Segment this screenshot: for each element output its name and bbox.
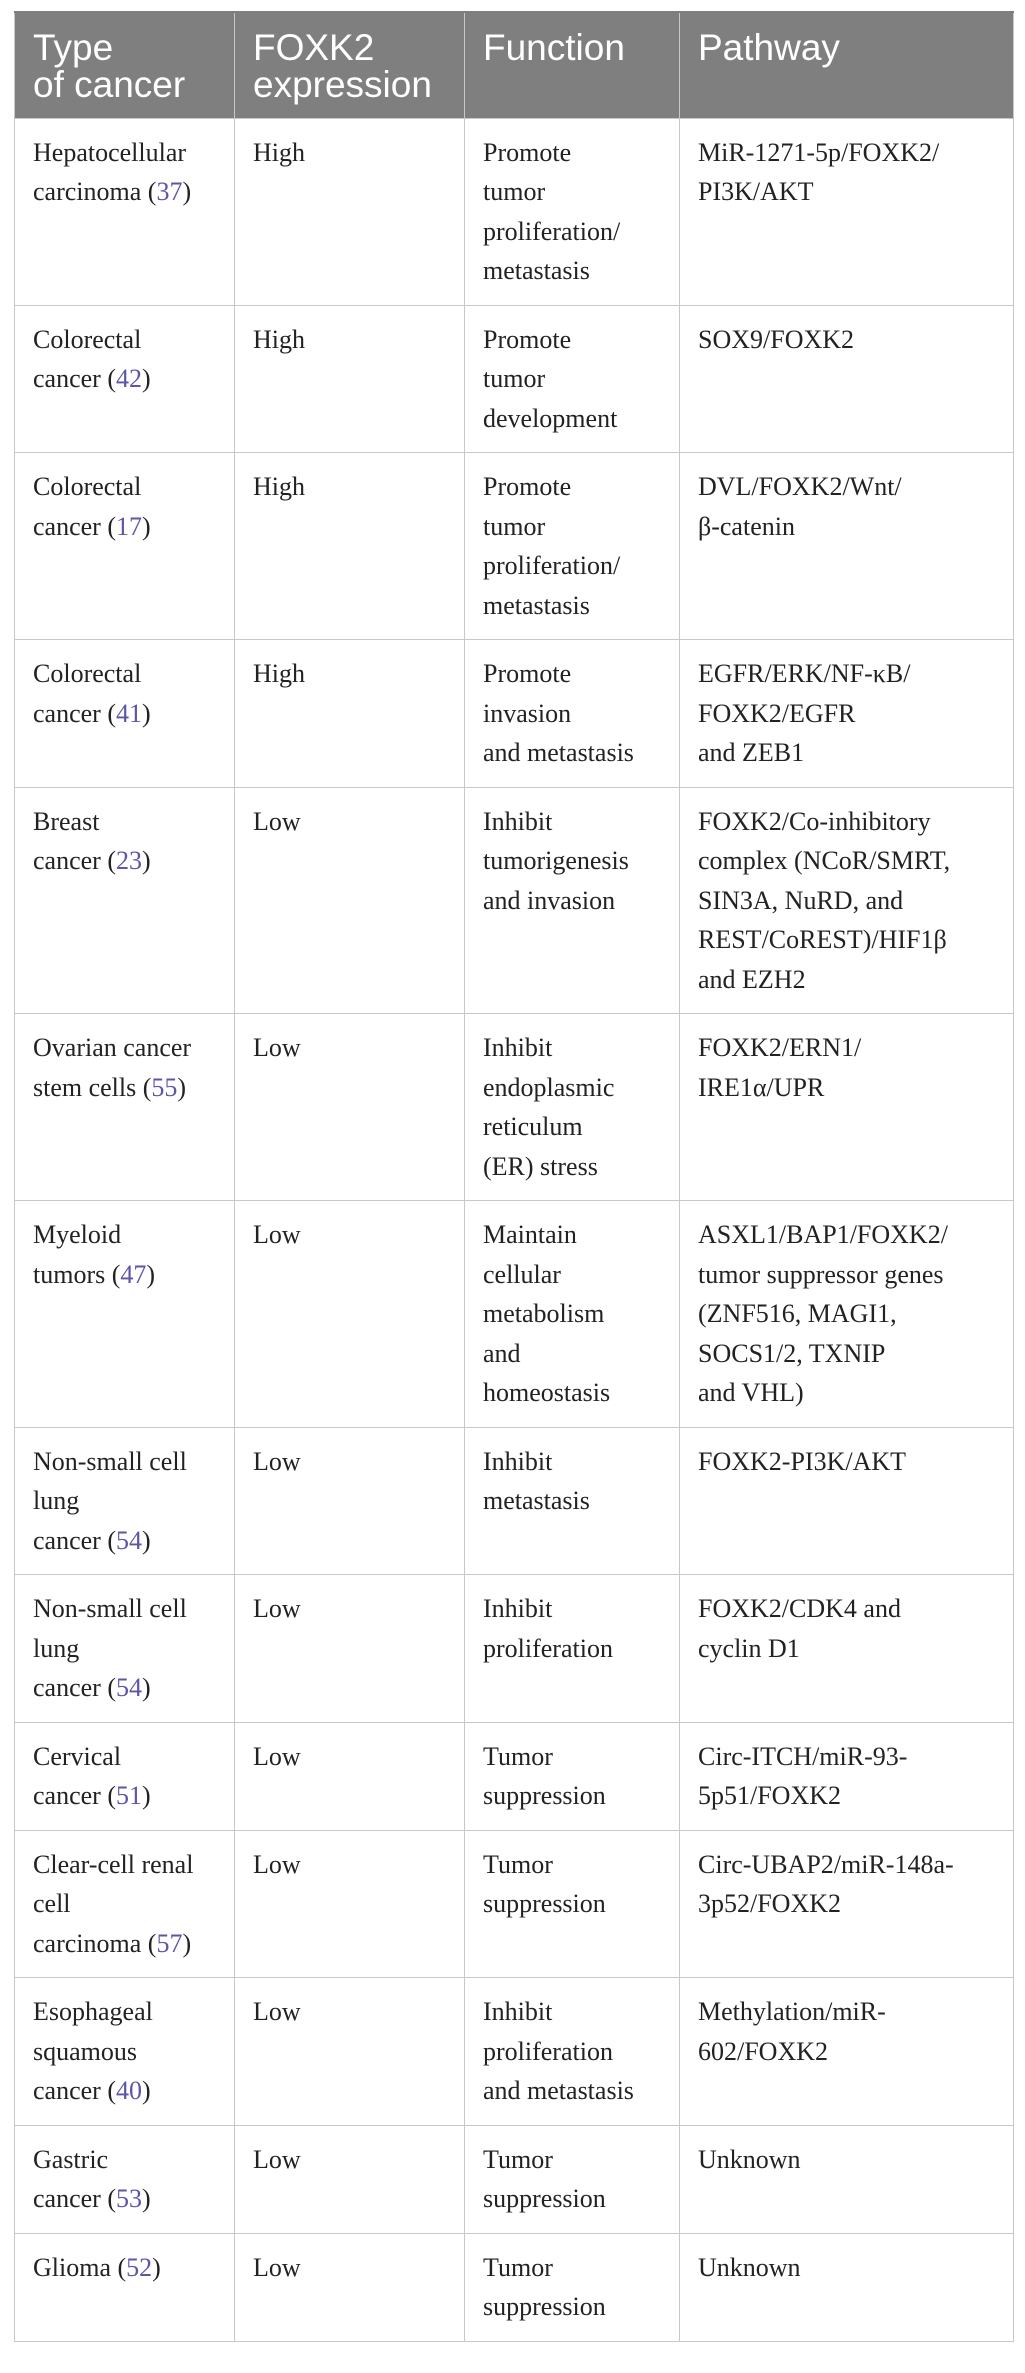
cell-pathway: FOXK2/CDK4 and cyclin D1	[680, 1575, 1014, 1723]
cell-pathway: DVL/FOXK2/Wnt/ β-catenin	[680, 453, 1014, 640]
cell-function: Inhibit proliferation and metastasis	[465, 1978, 680, 2126]
reference-link[interactable]: 37	[156, 177, 183, 206]
cell-pathway: MiR-1271-5p/FOXK2/ PI3K/AKT	[680, 118, 1014, 305]
cell-pathway: FOXK2/Co-inhibitory complex (NCoR/SMRT, SIN3A, NuRD, and REST/CoREST)/HIF1β and EZH2	[680, 787, 1014, 1014]
cell-foxk2-expression: High	[235, 305, 465, 453]
table-row	[15, 118, 1014, 305]
cell-foxk2-expression: Low	[235, 2233, 465, 2341]
cell-function: Tumor suppression	[465, 2125, 680, 2233]
table-row	[15, 2233, 1014, 2341]
table-row	[15, 1722, 1014, 1830]
cell-foxk2-expression: Low	[235, 1014, 465, 1201]
table-row	[15, 2125, 1014, 2233]
header-pathway: Pathway	[680, 12, 1014, 118]
cell-function: Promote tumor development	[465, 305, 680, 453]
cell-type-of-cancer: Cervical cancer (51)	[15, 1722, 235, 1830]
cell-pathway: Unknown	[680, 2125, 1014, 2233]
cell-foxk2-expression: Low	[235, 787, 465, 1014]
table-row	[15, 1830, 1014, 1978]
reference-link[interactable]: 42	[115, 364, 142, 393]
table-header-row	[15, 12, 1014, 118]
table-row	[15, 453, 1014, 640]
cell-foxk2-expression: Low	[235, 1978, 465, 2126]
reference-link[interactable]: 57	[156, 1928, 183, 1958]
cell-function: Tumor suppression	[465, 1722, 680, 1830]
cell-type-of-cancer: Non-small cell lung cancer (54)	[15, 1427, 235, 1575]
cell-function: Inhibit proliferation	[465, 1575, 680, 1723]
header-function: Function	[465, 12, 680, 118]
reference-link[interactable]: 54	[115, 1525, 142, 1555]
reference-link[interactable]: 47	[120, 1259, 147, 1289]
cell-type-of-cancer: Hepatocellular carcinoma (37)	[15, 118, 235, 305]
cell-function: Inhibit metastasis	[465, 1427, 680, 1575]
cell-pathway: FOXK2/ERN1/ IRE1α/UPR	[680, 1014, 1014, 1201]
cell-type-of-cancer: Breast cancer (23)	[15, 787, 235, 1014]
table-row	[15, 1427, 1014, 1575]
cell-type-of-cancer: Colorectal cancer (41)	[15, 640, 235, 788]
cell-type-of-cancer: Esophageal squamous cancer (40)	[15, 1978, 235, 2126]
cell-type-of-cancer: Clear-cell renal cell carcinoma (57)	[15, 1830, 235, 1978]
cell-foxk2-expression: High	[235, 453, 465, 640]
table-row	[15, 1201, 1014, 1428]
cell-pathway: Circ-ITCH/miR-93- 5p51/FOXK2	[680, 1722, 1014, 1830]
cell-pathway: EGFR/ERK/NF-κB/ FOXK2/EGFR and ZEB1	[680, 640, 1014, 788]
header-foxk2-expression: FOXK2 expression	[235, 12, 465, 118]
table-row	[15, 1978, 1014, 2126]
cell-foxk2-expression: Low	[235, 2125, 465, 2233]
cell-type-of-cancer: Ovarian cancer stem cells (55)	[15, 1014, 235, 1201]
cell-pathway: Unknown	[680, 2233, 1014, 2341]
cell-function: Maintain cellular metabolism and homeostasis	[465, 1201, 680, 1428]
cell-pathway: Circ-UBAP2/miR-148a- 3p52/FOXK2	[680, 1830, 1014, 1978]
cell-foxk2-expression: Low	[235, 1722, 465, 1830]
table-row	[15, 640, 1014, 788]
cell-function: Tumor suppression	[465, 2233, 680, 2341]
cell-function: Inhibit tumorigenesis and invasion	[465, 787, 680, 1014]
cell-function: Promote tumor proliferation/ metastasis	[465, 118, 680, 305]
header-type-of-cancer: Type of cancer	[15, 12, 235, 118]
table-row	[15, 1014, 1014, 1201]
table-row	[15, 305, 1014, 453]
cell-foxk2-expression: Low	[235, 1575, 465, 1723]
table-row	[15, 1575, 1014, 1723]
cell-function: Promote invasion and metastasis	[465, 640, 680, 788]
cell-type-of-cancer: Gastric cancer (53)	[15, 2125, 235, 2233]
cell-foxk2-expression: Low	[235, 1830, 465, 1978]
cell-type-of-cancer: Myeloid tumors (47)	[15, 1201, 235, 1428]
cell-pathway: ASXL1/BAP1/FOXK2/ tumor suppressor genes (ZNF516, MAGI1, SOCS1/2, TXNIP and VHL)	[680, 1201, 1014, 1428]
cell-type-of-cancer: Colorectal cancer (17)	[15, 453, 235, 640]
cell-function: Tumor suppression	[465, 1830, 680, 1978]
reference-link[interactable]: 23	[115, 846, 142, 875]
reference-link[interactable]: 40	[115, 2076, 142, 2105]
reference-link[interactable]: 41	[115, 698, 142, 728]
cell-foxk2-expression: Low	[235, 1427, 465, 1575]
cell-function: Promote tumor proliferation/ metastasis	[465, 453, 680, 640]
reference-link[interactable]: 53	[115, 2184, 142, 2213]
cell-function: Inhibit endoplasmic reticulum (ER) stress	[465, 1014, 680, 1201]
cell-type-of-cancer: Non-small cell lung cancer (54)	[15, 1575, 235, 1723]
reference-link[interactable]: 17	[115, 511, 142, 541]
reference-link[interactable]: 54	[115, 1673, 142, 1702]
foxk2-cancer-table	[14, 11, 1014, 2342]
cell-type-of-cancer: Glioma (52)	[15, 2233, 235, 2341]
cell-pathway: Methylation/miR- 602/FOXK2	[680, 1978, 1014, 2126]
cell-type-of-cancer: Colorectal cancer (42)	[15, 305, 235, 453]
reference-link[interactable]: 51	[115, 1781, 142, 1810]
table-row	[15, 787, 1014, 1014]
reference-link[interactable]: 52	[126, 2252, 153, 2282]
cell-pathway: SOX9/FOXK2	[680, 305, 1014, 453]
cell-foxk2-expression: High	[235, 640, 465, 788]
cell-foxk2-expression: High	[235, 118, 465, 305]
reference-link[interactable]: 55	[151, 1072, 178, 1102]
cell-pathway: FOXK2-PI3K/AKT	[680, 1427, 1014, 1575]
cell-foxk2-expression: Low	[235, 1201, 465, 1428]
